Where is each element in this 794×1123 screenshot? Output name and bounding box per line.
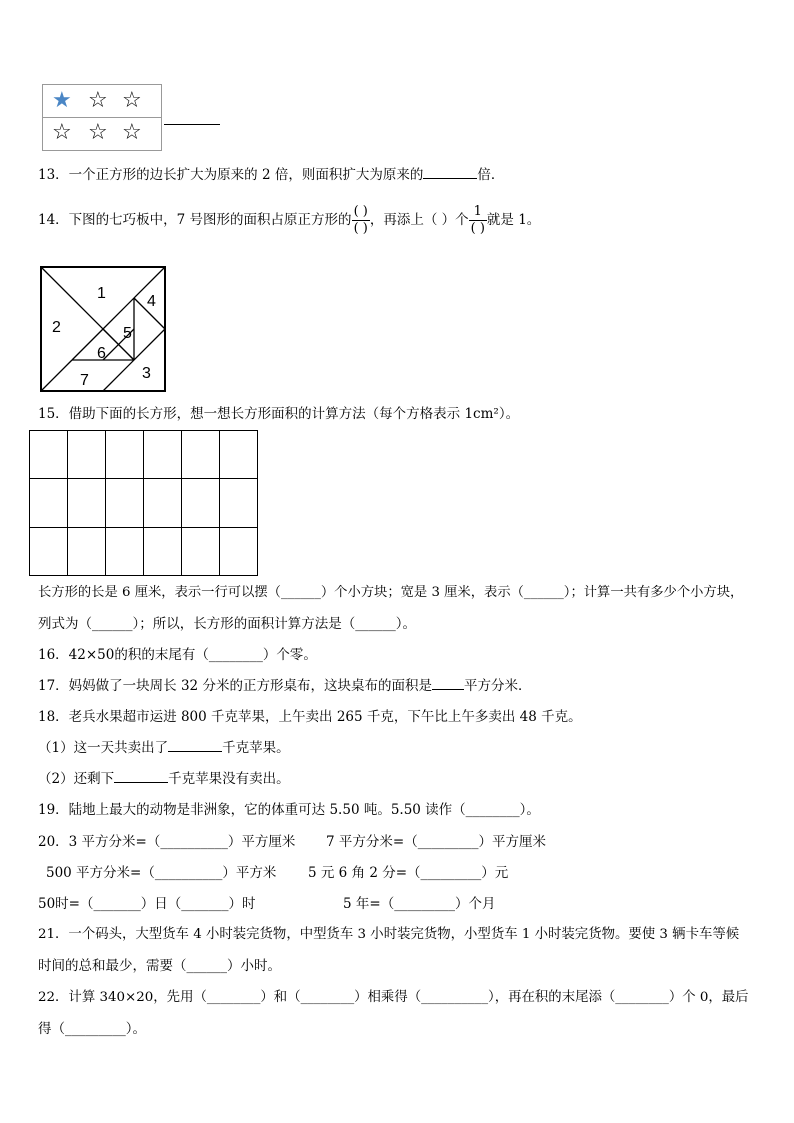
fraction-numerator: 1: [469, 204, 487, 221]
tangram-label-6: 6: [97, 345, 106, 362]
tangram-label-7: 7: [80, 372, 89, 389]
q15-fill-text: 列式为（______）；所以，长方形的面积计算方法是（______）。: [38, 616, 416, 632]
question-22-line-1: [38, 989, 749, 1007]
question-21-line-1: [38, 926, 739, 944]
q18-text: 18．老兵水果超市运进 800 千克苹果，上午卖出 265 千克，下午比上午多卖出 48 千克。: [38, 709, 582, 725]
question-20-b: [326, 833, 546, 851]
question-20-a: [38, 833, 295, 851]
q22-text: 22．计算 340×20，先用（________）和（________）相乘得（__________），再在积的末尾添（________）个 0，最后: [38, 990, 749, 1005]
fraction-2[interactable]: [469, 204, 487, 237]
question-18: [38, 708, 582, 726]
empty-star-icon: ☆: [88, 88, 108, 113]
answer-blank[interactable]: [432, 677, 464, 690]
fraction-denominator: ( ): [470, 221, 485, 236]
fraction-numerator: ( ): [353, 204, 368, 219]
q19-text: 19．陆地上最大的动物是非洲象，它的体重可达 5.50 吨。5.50 读作（________）。: [38, 802, 540, 818]
question-19: [38, 801, 540, 819]
table-divider: [43, 117, 161, 118]
q20-d-text: 5 元 6 角 2 分=（_________）元: [308, 865, 509, 881]
q18-sub2-suffix: 千克苹果没有卖出。: [168, 771, 290, 787]
q13-suffix: 倍．: [477, 167, 505, 183]
tangram-label-2: 2: [52, 319, 61, 336]
question-22-line-2: [38, 1020, 146, 1038]
q16-text: 16．42×50的积的末尾有（________）个零。: [38, 647, 317, 663]
q21-text: 时间的总和最少，需要（______）小时。: [38, 958, 281, 974]
question-18-sub-2: [38, 770, 290, 788]
tangram-label-4: 4: [147, 293, 156, 310]
tangram-label-3: 3: [142, 365, 151, 382]
q15-fill-line-2: [38, 615, 416, 633]
filled-star-icon: ★: [52, 88, 72, 113]
q15-fill-text: 长方形的长是 6 厘米，表示一行可以摆（______）个小方块；宽是 3 厘米，表示（______）；计算一共有多少个小方块，: [38, 585, 744, 600]
fraction-1[interactable]: [352, 204, 370, 237]
question-15: [38, 405, 519, 423]
q21-text: 21．一个码头，大型货车 4 小时装完货物，中型货车 3 小时装完货物，小型货车 1 小时装完货物。要使 3 辆卡车等候: [38, 927, 740, 942]
q18-sub2-text: （2）还剩下: [38, 771, 115, 787]
fraction-denominator: ( ): [353, 221, 368, 236]
q17-suffix: 平方分米．: [463, 678, 532, 694]
empty-star-icon: ☆: [88, 120, 108, 145]
q14-middle: ，再添上（ ）个: [369, 212, 469, 228]
question-20-c: [46, 864, 276, 882]
empty-star-icon: ☆: [122, 88, 142, 113]
question-20-d: [308, 864, 508, 882]
q18-sub1-text: （1）这一天共卖出了: [38, 740, 169, 756]
q20-c-text: 500 平方分米=（__________）平方米: [46, 865, 277, 881]
q20-f-text: 5 年=（_________）个月: [343, 896, 496, 912]
answer-blank[interactable]: [164, 124, 220, 125]
answer-blank[interactable]: [168, 739, 222, 752]
q22-text: 得（_________）。: [38, 1021, 146, 1037]
answer-blank[interactable]: [114, 770, 168, 783]
unit-square-grid: [29, 430, 259, 577]
q17-text: 17．妈妈做了一块周长 32 分米的正方形桌布，这块桌布的面积是: [38, 678, 432, 694]
answer-blank[interactable]: [423, 166, 477, 179]
question-17: [38, 677, 531, 695]
tangram-diagram: [40, 266, 166, 392]
star-rating-table: [42, 84, 162, 151]
question-14: [38, 200, 540, 240]
q15-text: 15．借助下面的长方形，想一想长方形面积的计算方法（每个方格表示 1cm²）。: [38, 406, 520, 422]
question-18-sub-1: [38, 739, 290, 757]
q20-a-text: 20．3 平方分米=（__________）平方厘米: [38, 834, 296, 850]
question-21-line-2: [38, 957, 281, 975]
empty-star-icon: ☆: [52, 120, 72, 145]
question-13: [38, 166, 504, 184]
q14-suffix: 就是 1。: [486, 212, 541, 228]
empty-star-icon: ☆: [122, 120, 142, 145]
tangram-label-1: 1: [97, 285, 106, 302]
tangram-label-5: 5: [123, 325, 132, 342]
q15-fill-line-1: [38, 584, 743, 602]
question-20-f: [343, 895, 495, 913]
question-16: [38, 646, 317, 664]
question-20-e: [38, 895, 256, 913]
q18-sub1-suffix: 千克苹果。: [222, 740, 290, 756]
q20-b-text: 7 平方分米=（_________）平方厘米: [326, 834, 546, 850]
q13-text: 13．一个正方形的边长扩大为原来的 2 倍，则面积扩大为原来的: [38, 167, 424, 183]
q14-text: 14．下图的七巧板中，7 号图形的面积占原正方形的: [38, 212, 352, 228]
q20-e-text: 50时=（_______）日（_______）时: [38, 896, 256, 912]
